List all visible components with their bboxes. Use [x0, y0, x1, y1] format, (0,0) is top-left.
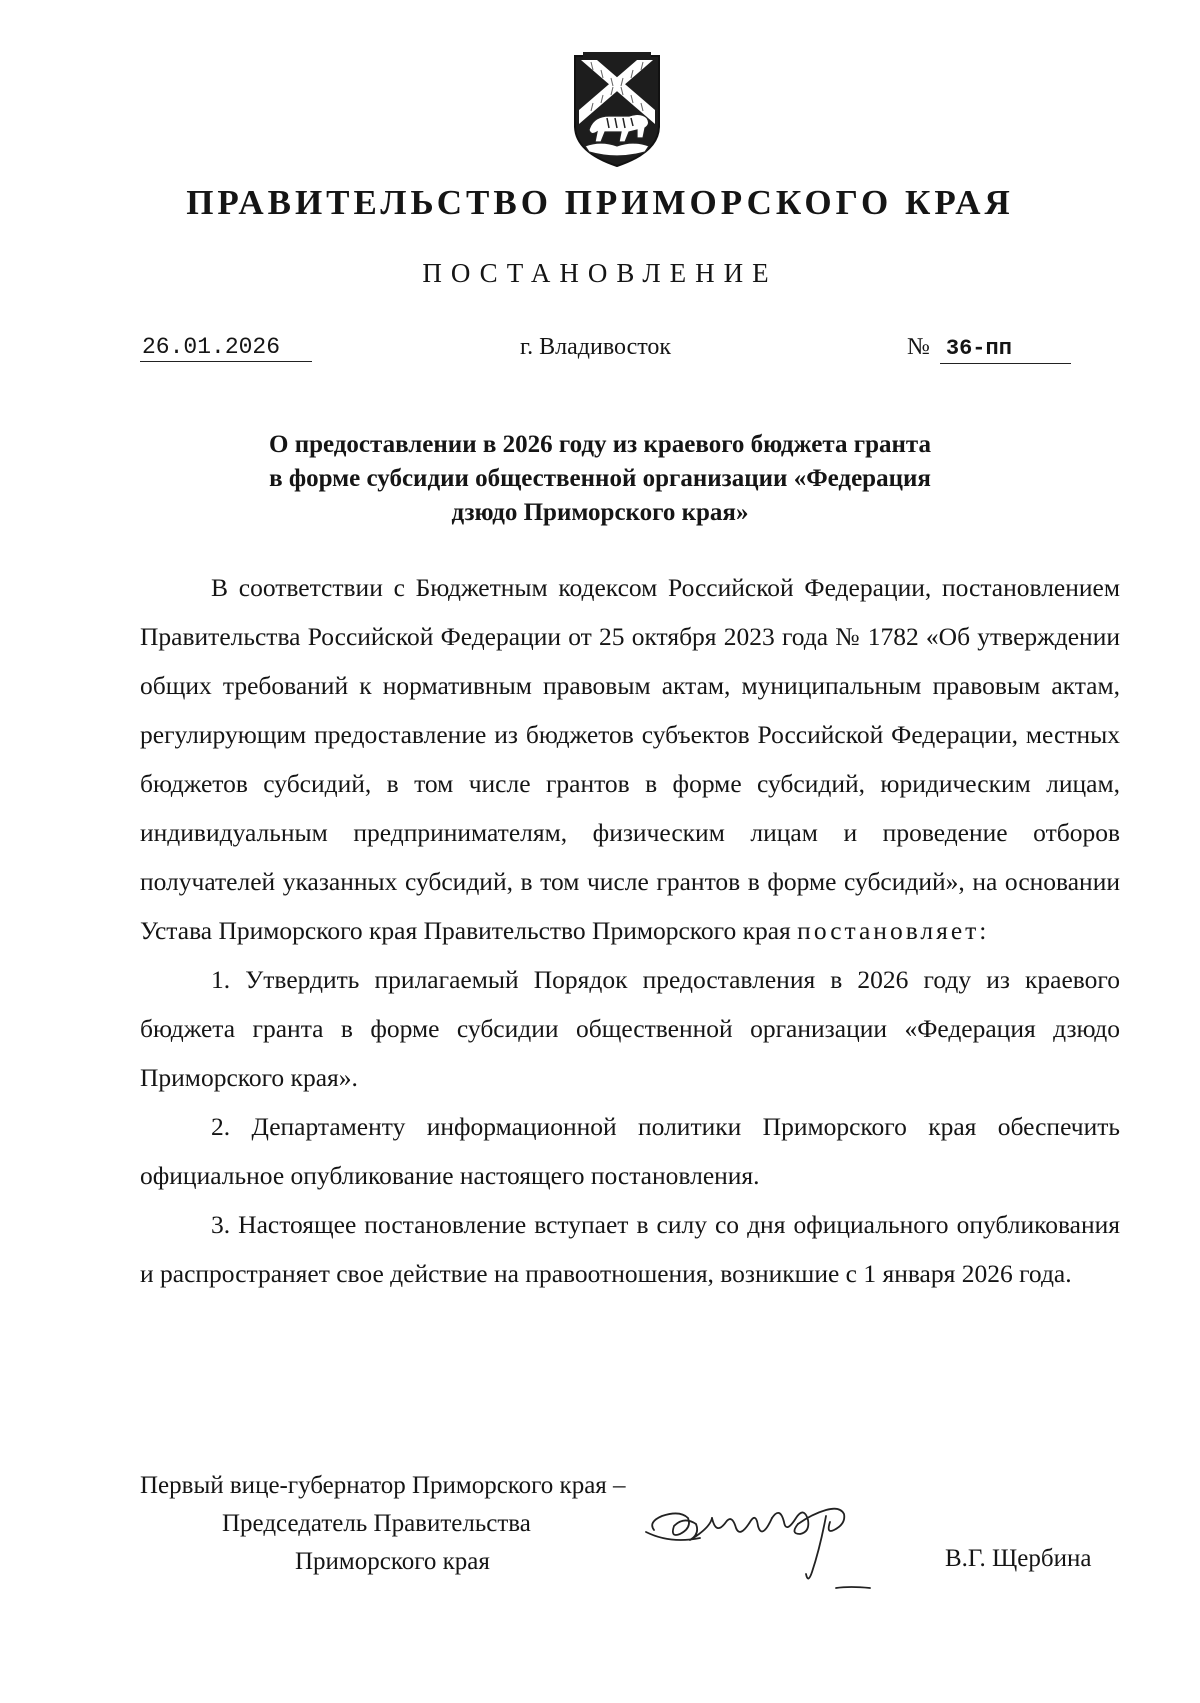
document-number	[907, 333, 1071, 364]
preamble-text: В соответствии с Бюджетным кодексом Российской Федерации, постановлением Правительства Российской Федерации от 25 октября 2023 года № 1782 «Об утверждении общих требований к нормативным правовым актам, муниципальным правовым актам, регулирующим предоставление из бюджетов субъектов Российской Федерации, местных бюджетов субсидий, в том числе грантов в форме субсидий, юридическим лицам, индивидуальным предпринимателям, физическим лицам и проведение отборов получателей указанных субсидий, в том числе грантов в форме субсидий», на основании Устава Приморского края Правительство Приморского края	[140, 573, 1120, 945]
subject-line: О предоставлении в 2026 году из краевого бюджета гранта	[269, 431, 931, 458]
signatory-position	[140, 1467, 626, 1581]
document-subject	[150, 428, 1050, 530]
document-type: ПОСТАНОВЛЕНИЕ	[422, 258, 778, 288]
position-line: Председатель Правительства	[222, 1510, 531, 1537]
number-value: 36-пп	[940, 335, 1071, 364]
position-line: Приморского края	[295, 1548, 490, 1575]
document-city: г. Владивосток	[520, 334, 672, 360]
preamble-paragraph	[140, 563, 1120, 955]
document-body	[140, 563, 1120, 1298]
item-paragraph: 3. Настоящее постановление вступает в силу со дня официального опубликования и распространяет свое действие на правоотношения, возникшие с 1 января 2026 года.	[140, 1210, 1120, 1288]
item-paragraph: 1. Утвердить прилагаемый Порядок предоставления в 2026 году из краевого бюджета гранта в форме субсидии общественной организации «Федерация дзюдо Приморского края».	[140, 965, 1120, 1092]
subject-line: дзюдо Приморского края»	[451, 499, 749, 526]
number-sign: №	[907, 334, 930, 360]
handwritten-signature	[640, 1488, 900, 1593]
position-line: Первый вице-губернатор Приморского края –	[140, 1472, 626, 1499]
organization-title: ПРАВИТЕЛЬСТВО ПРИМОРСКОГО КРАЯ	[186, 183, 1014, 222]
signatory-name: В.Г. Щербина	[945, 1545, 1092, 1572]
resolves-word: постановляет:	[797, 916, 990, 945]
coat-of-arms-icon	[571, 52, 663, 170]
document-date: 26.01.2026	[140, 333, 312, 362]
item-paragraph: 2. Департаменту информационной политики Приморского края обеспечить официальное опубликование настоящего постановления.	[140, 1112, 1120, 1190]
subject-line: в форме субсидии общественной организации «Федерация	[269, 465, 931, 492]
